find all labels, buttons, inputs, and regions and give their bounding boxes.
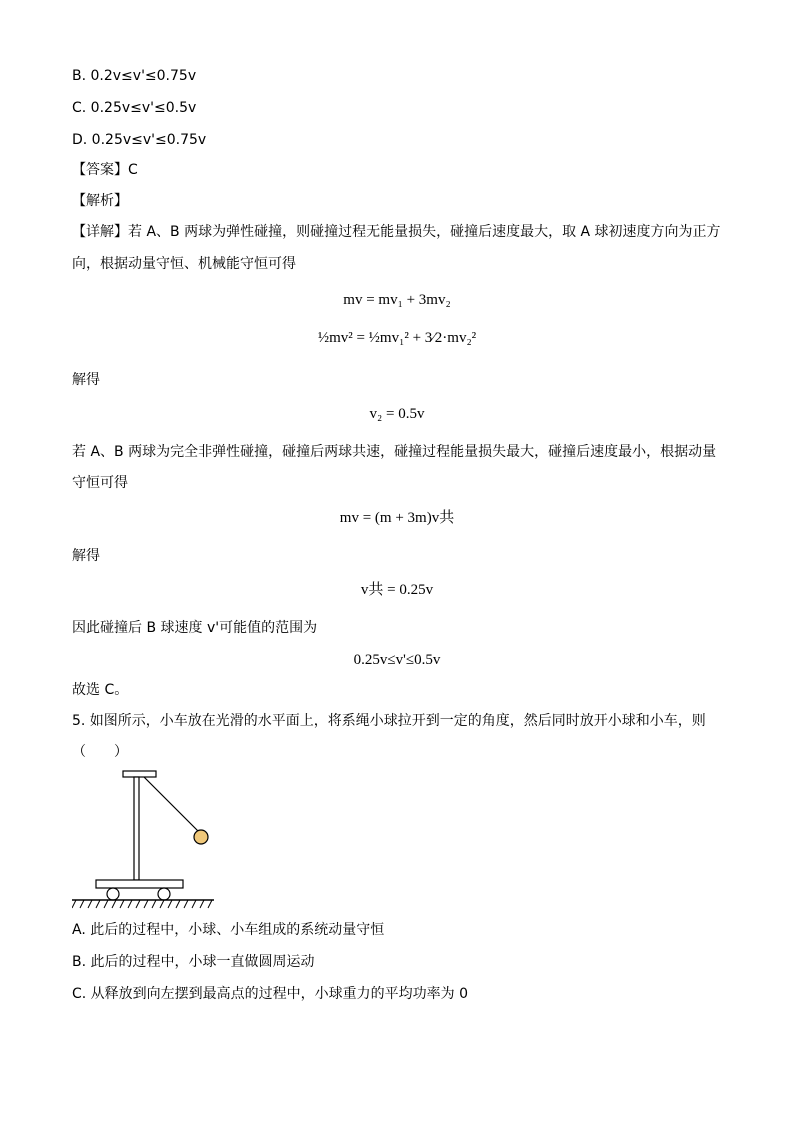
q5-option-b: B. 此后的过程中，小球一直做圆周运动 (72, 954, 315, 970)
range-text: 因此碰撞后 B 球速度 v'可能值的范围为 (72, 620, 318, 636)
solve-label-2: 解得 (72, 548, 100, 564)
detail-line-1: 【详解】若 A、B 两球为弹性碰撞，则碰撞过程无能量损失，碰撞后速度最大，取 A 球初速度方向为正方 (72, 224, 721, 240)
inelastic-momentum-equation: mv = (m + 3m)v共 (339, 510, 455, 526)
question-5-stem: 5. 如图所示，小车放在光滑的水平面上，将系绳小球拉开到一定的角度，然后同时放开小球和小车，则 (72, 713, 706, 729)
energy-equation: ½mv² = ½mv₁² + 3⁄2·mv₂² (317, 330, 477, 346)
answer: 【答案】C (72, 162, 138, 178)
solve-label-1: 解得 (72, 372, 100, 388)
inelastic-line-2: 守恒可得 (72, 475, 128, 491)
inelastic-line-1: 若 A、B 两球为完全非弹性碰撞，碰撞后两球共速，碰撞过程能量损失最大，碰撞后速度最小，根据动量 (72, 444, 717, 460)
momentum-equation: mv = mv₁ + 3mv₂ (343, 292, 451, 308)
pendulum-cart-figure (72, 766, 222, 916)
question-5-blank: （ ） (72, 744, 128, 760)
conclusion: 故选 C。 (72, 682, 129, 698)
range-result: 0.25v≤v'≤0.5v (353, 652, 441, 668)
q5-option-c: C. 从释放到向左摆到最高点的过程中，小球重力的平均功率为 0 (72, 986, 469, 1002)
option-d: D. 0.25v≤v'≤0.75v (72, 132, 207, 148)
q5-option-a: A. 此后的过程中，小球、小车组成的系统动量守恒 (72, 922, 385, 938)
pendulum-cart-diagram (72, 766, 222, 912)
detail-line-2: 向，根据动量守恒、机械能守恒可得 (72, 256, 296, 272)
vcommon-result: v共 = 0.25v (360, 582, 434, 598)
option-c: C. 0.25v≤v'≤0.5v (72, 100, 197, 116)
v2-result: v₂ = 0.5v (369, 406, 425, 422)
option-b: B. 0.2v≤v'≤0.75v (72, 68, 197, 84)
analysis-heading: 【解析】 (72, 193, 128, 209)
